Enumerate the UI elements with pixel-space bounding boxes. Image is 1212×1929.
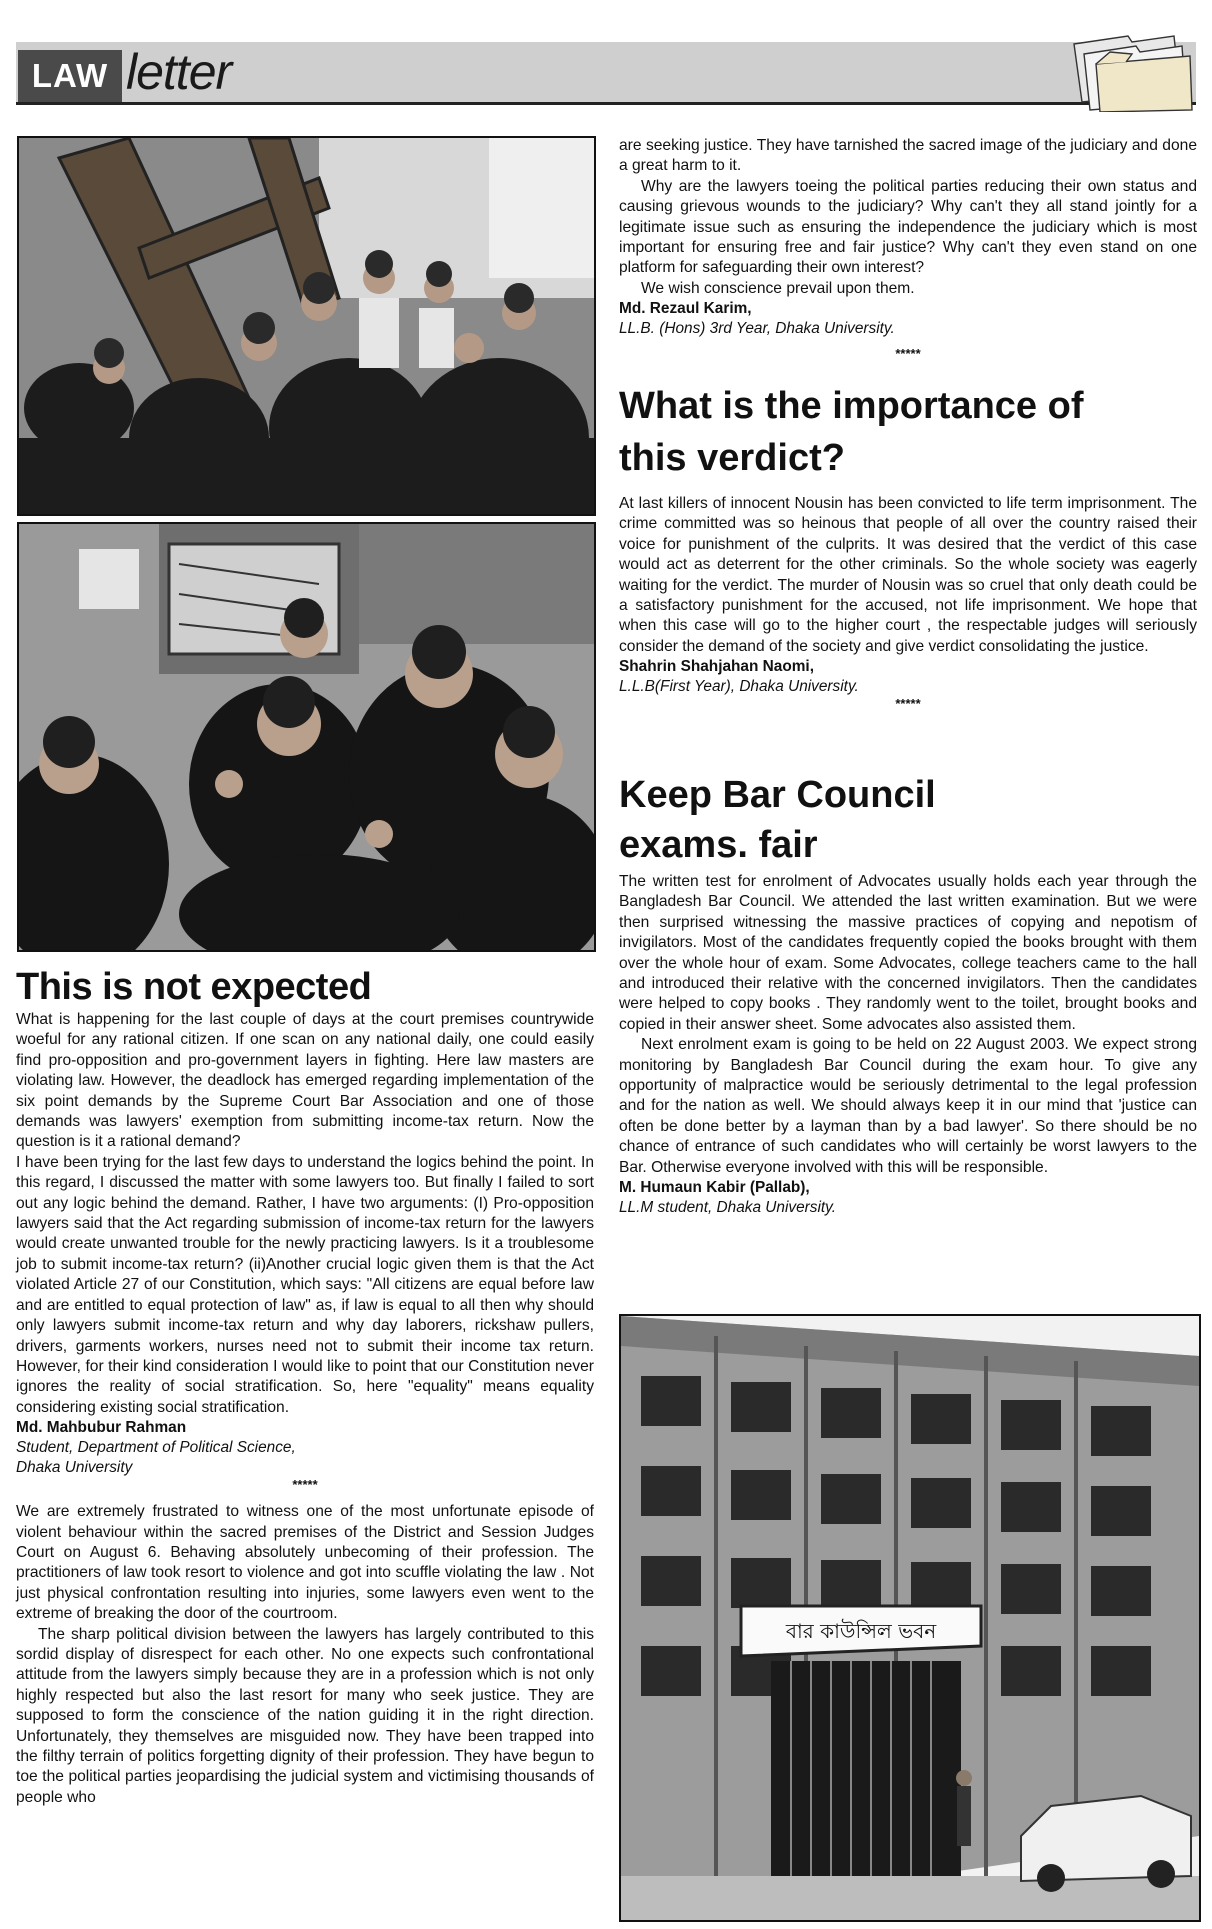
headline-line: this verdict?: [619, 437, 845, 479]
paragraph: We are extremely frustrated to witness one of the most unfortunate episode of violent behaviour within the sacred premises of the District and Session Judges Court on August 6. Behaving absolutely unbecoming of their profession. The practitioners of law took resort to violence and got into scuffle violating the law . Not just physical confrontation resulting into injuries, some lawyers even went to the extreme of breaking the door of the courtroom.: [16, 1503, 594, 1623]
article-violence-continued: [619, 136, 1197, 361]
paragraph: are seeking justice. They have tarnished the sacred image of the judiciary and done a great harm to it.: [619, 137, 1197, 175]
author-name: Shahrin Shahjahan Naomi,: [619, 658, 814, 676]
article-verdict: [619, 380, 1197, 711]
paragraph: The written test for enrolment of Advocates usually holds each year through the Bangladesh Bar Council. We attended the last written examination. But we were then surprised witnessing the massive practices of copying and nepotism of invigilators. Most of the candidates frequently copied the books brought with them over the whole hour of exam. Some Advocates, college teachers came to the hall and introduced their relative with the concerned invigilators. Then the candidates were helped to copy books . They randomly went to the toilet, brought books and copied in their answer sheet. Some advocates also assisted them.: [619, 873, 1197, 1033]
paragraph: Next enrolment exam is going to be held on 22 August 2003. We expect strong monitoring by Bangladesh Bar Council during the exam hour. To give any opportunity of malpractice would be seriously detrimental to the legal profession and for the nation as well. We should always keep it in our mind that 'justice can often be done better by a layman than by a bad lawyer'. So there should be no chance of entrance of such candidates who will certainly be worst lawyers to the Bar. Otherwise everyone involved with this will be responsible.: [619, 1036, 1197, 1176]
article-bar-council: [619, 770, 1197, 1218]
headline-verdict: [619, 380, 1197, 484]
paragraph: What is happening for the last couple of days at the court premises countrywide woeful for any rational citizen. If one scan on any national daily, one could easily find pro-opposition and pro-government layers in fighting. Here law masters are violating law. However, the deadlock has emerged regarding implementation of the six point demands by the Supreme Court Bar Association and one of those demands was lawyers' exemption from submitting income-tax return. Now the question is it a rational demand?: [16, 1011, 594, 1151]
paragraph: I have been trying for the last few days to understand the logics behind the point. In this regard, I discussed the matter with some lawyers too. But finally I failed to sort out any logic behind the demand. Rather, I have two arguments: (I) Pro-opposition lawyers said that the Act regarding submission of income-tax return for the lawyers would create unwanted trouble for the newly practicing lawyers. Is it a troublesome job to submit income-tax return? (ii)Another crucial logic given them is that the Act violated Article 27 of our Constitution, which says: "All citizens are equal before law and are entitled to equal protection of law" as, if law is equal to all then why should only lawyers submit income-tax return and why day laborers, rickshaw pullers, drivers, garments workers, nurses need not to submit their income tax return. However, for their kind consideration I would like to point that our Constitution never ignores the reality of social stratification. So, here "equality" means equality considering existing social stratification.: [16, 1153, 594, 1416]
paragraph: At last killers of innocent Nousin has been convicted to life term imprisonment. The crime committed was so heinous that people of all over the country raised their voice for punishment of the culprits. It was desired that the verdict of this case would act as deterrent for the other criminals. So the whole society was eagerly waiting for the verdict. The murder of Nousin was so cruel that only death could be a satisfactory punishment for the accused, not life imprisonment. We hope that when this case will go to the higher court , the respectable judges will seriously consider the demand of the society and give verdict consolidating the justice.: [619, 495, 1197, 655]
photo-bar-council-building: [619, 1314, 1201, 1922]
author-affiliation: LL.B. (Hons) 3rd Year, Dhaka University.: [619, 320, 895, 338]
author-affiliation: LL.M student, Dhaka University.: [619, 1199, 836, 1217]
headline-line: What is the importance of: [619, 385, 1084, 427]
headline-line: Keep Bar Council: [619, 774, 936, 816]
author-affiliation: L.L.B(First Year), Dhaka University.: [619, 678, 859, 696]
paragraph: Why are the lawyers toeing the political parties reducing their own status and causing grievous wounds to the judiciary? Why can't they all stand jointly for a legitimate issue such as ensuring the independence the judiciary which is most important for ensuring free and fair justice? Why can't they even stand on one platform for safeguarding their own interest?: [619, 177, 1197, 277]
headline-bar-council: [619, 770, 1197, 870]
section-label-law: LAW: [18, 50, 122, 102]
section-label-letter: letter: [126, 44, 232, 100]
photo-lawyers-scuffle: [17, 522, 596, 952]
separator-stars: *****: [895, 346, 921, 362]
author-name: Md. Mahbubur Rahman: [16, 1419, 187, 1437]
photo-lawyers-breaking-door: [17, 136, 596, 516]
paragraph: We wish conscience prevail upon them.: [641, 279, 915, 297]
headline-line: exams. fair: [619, 824, 818, 866]
author-name: M. Humaun Kabir (Pallab),: [619, 1179, 810, 1197]
article-not-expected: [16, 964, 594, 1808]
separator-stars: *****: [895, 696, 921, 712]
headline-not-expected: This is not expected: [16, 966, 372, 1008]
author-affiliation: Student, Department of Political Science,: [16, 1439, 296, 1457]
separator-stars: *****: [292, 1477, 318, 1493]
paragraph: The sharp political division between the lawyers has largely contributed to this sordid display of disrespect for each other. No one expects such confrontational attitude from the lawyers simply because they are in a profession which is not only highly respected but also the last resort for many who seek justice. They are supposed to form the conscience of the nation guiding it in the right direction. Unfortunately, they themselves are misguided now. They have been trapped into the filthy terrain of politics forgetting dignity of their profession. They have begun to toe the political parties jeopardising the judicial system and victimising thousands of people who: [16, 1625, 594, 1806]
building-sign-text: বার কাউন্সিল ভবন: [785, 1619, 937, 1643]
folders-icon: [1066, 32, 1196, 112]
author-affiliation: Dhaka University: [16, 1459, 133, 1477]
author-name: Md. Rezaul Karim,: [619, 300, 752, 318]
